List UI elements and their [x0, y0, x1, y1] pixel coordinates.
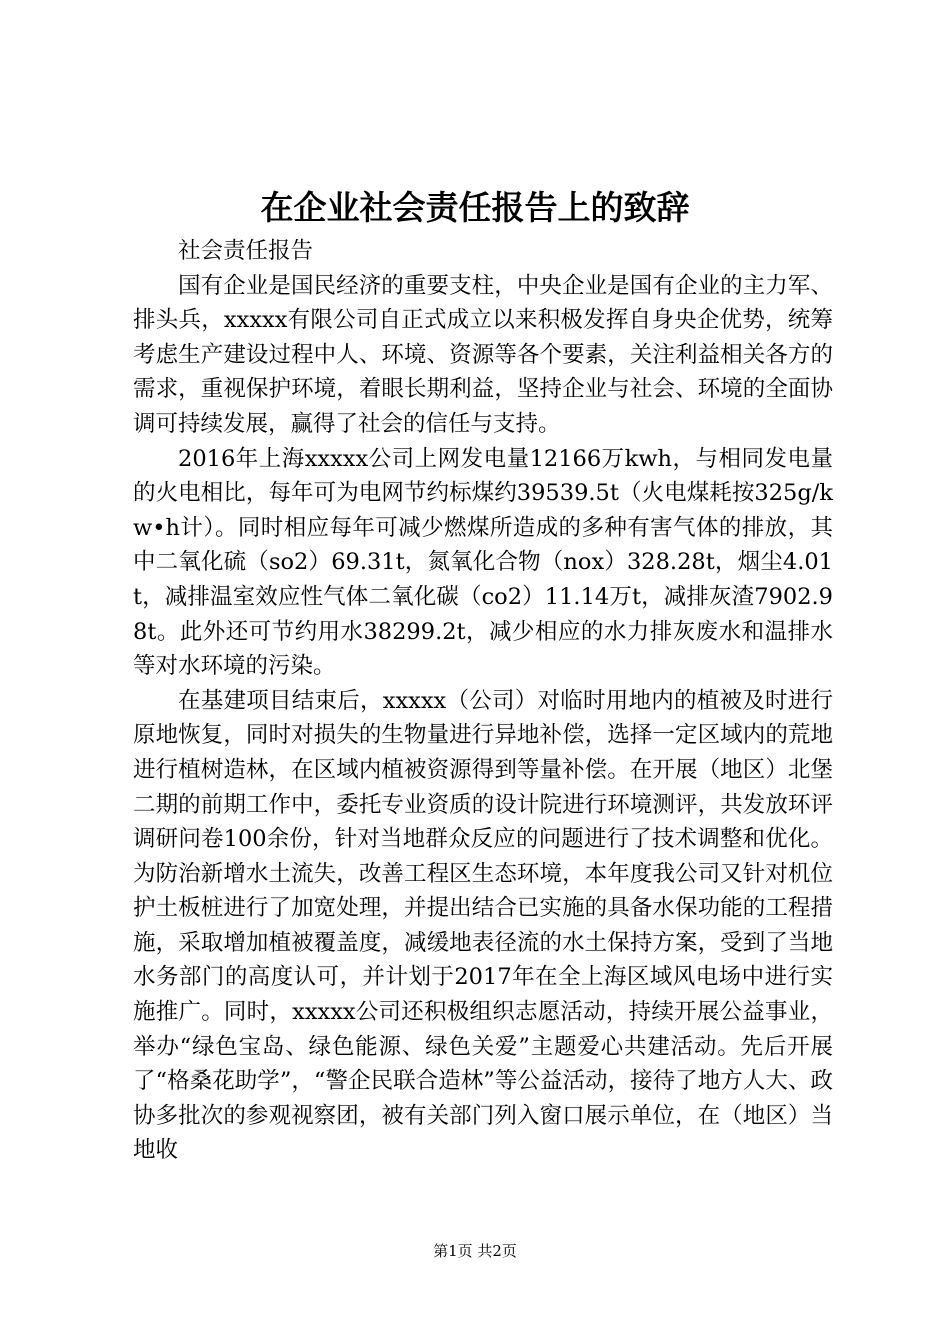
document-title: 在企业社会责任报告上的致辞 — [260, 188, 690, 227]
paragraph-environment: 在基建项目结束后，xxxxx（公司）对临时用地内的植被及时进行原地恢复，同时对损失的生物量进行异地补偿，选择一定区域内的荒地进行植树造林，在区域内植被资源得到等量补偿。在开展（地区）北堡二期的前期工作中，委托专业资质的设计院进行环境测评，共发放环评调研问卷100余份，针对当地群众反应的问题进行了技术调整和优化。为防治新增水土流失，改善工程区生态环境，本年度我公司又针对机位护土板桩进行了加宽处理，并提出结合已实施的具备水保功能的工程措施，采取增加植被覆盖度，减缓地表径流的水土保持方案，受到了当地水务部门的高度认可，并计划于2017年在全上海区域风电场中进行实施推广。同时，xxxxx公司还积极组织志愿活动，持续开展公益事业，举办“绿色宝岛、绿色能源、绿色关爱”主题爱心共建活动。先后开展了“格桑花助学”，“警企民联合造林”等公益活动，接待了地方人大、政协多批次的参观视察团，被有关部门列入窗口展示单位，在（地区）当地收 — [133, 687, 833, 1164]
page-footer: 第1页 共2页 — [433, 1242, 517, 1260]
paragraph-intro: 国有企业是国民经济的重要支柱，中央企业是国有企业的主力军、排头兵，xxxxx有限公司自正式成立以来积极发挥自身央企优势，统筹考虑生产建设过程中人、环境、资源等各个要素，关注利益相关各方的需求，重视保护环境，着眼长期利益，坚持企业与社会、环境的全面协调可持续发展，赢得了社会的信任与支持。 — [133, 272, 833, 437]
paragraph-emissions: 2016年上海xxxxx公司上网发电量12166万kwh，与相同发电量的火电相比，每年可为电网节约标煤约39539.5t（火电煤耗按325g/kw•h计）。同时相应每年可减少燃煤所造成的多种有害气体的排放，其中二氧化硫（so2）69.31t，氮氧化合物（nox）328.28t，烟尘4.01t，减排温室效应性气体二氧化碳（co2）11.14万t，减排灰渣7902.98t。此外还可节约用水38299.2t，减少相应的水力排灰废水和温排水等对水环境的污染。 — [133, 445, 833, 680]
document-body — [133, 234, 833, 1168]
paragraph-heading: 社会责任报告 — [178, 238, 314, 264]
